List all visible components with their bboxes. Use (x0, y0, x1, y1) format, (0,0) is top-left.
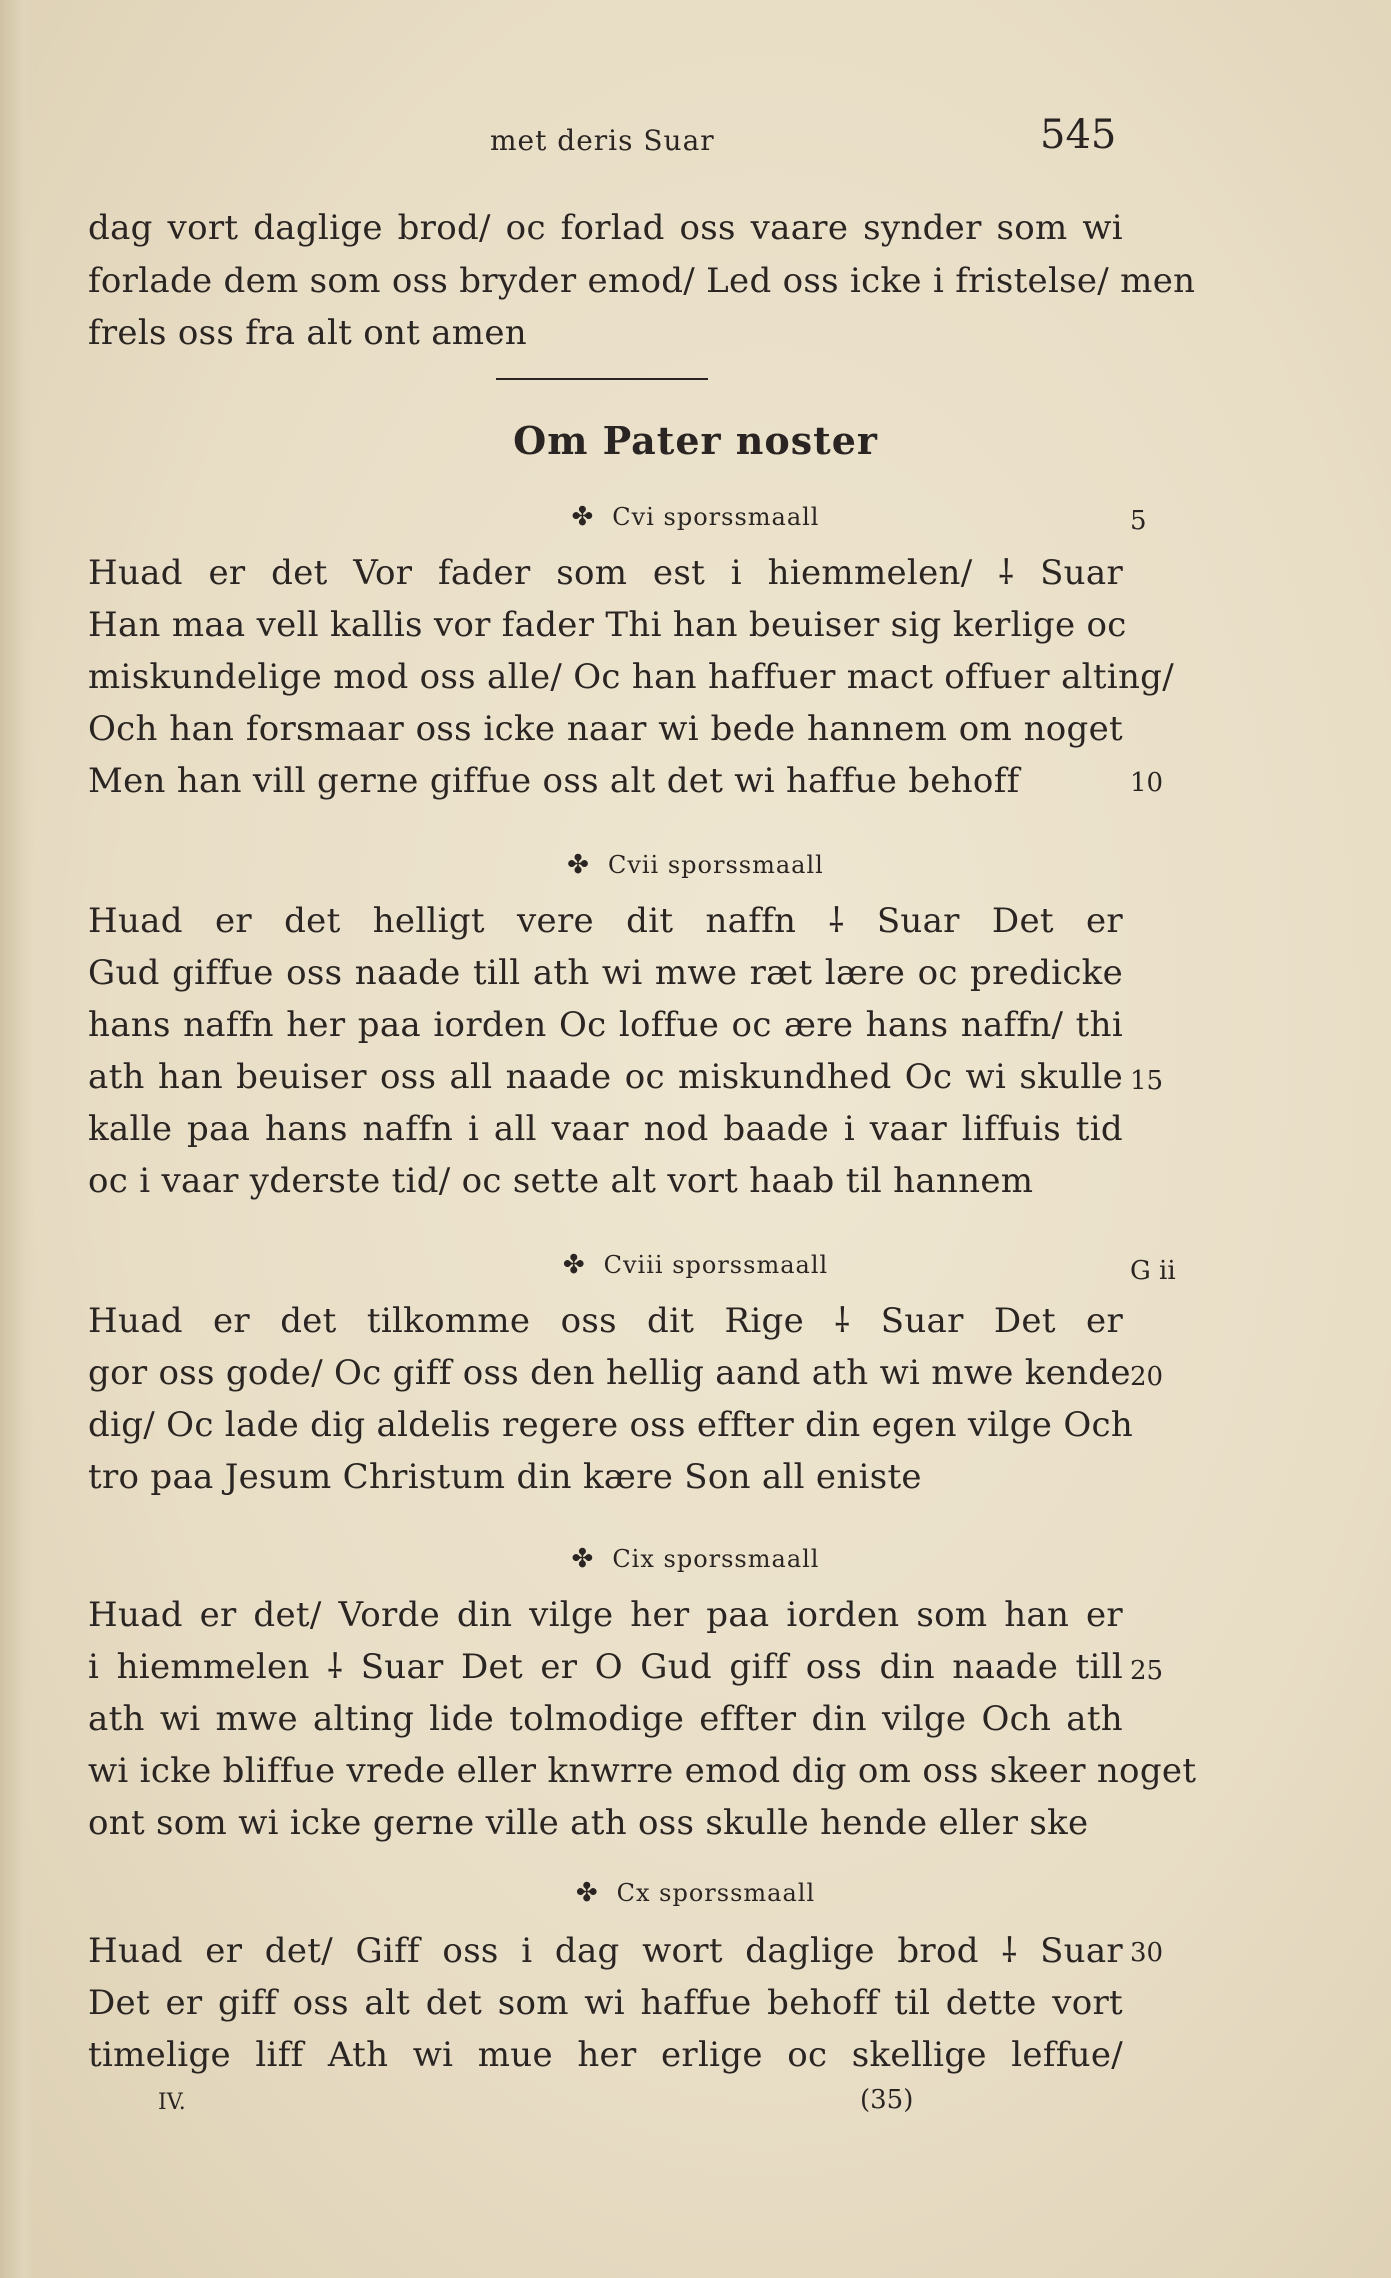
text-line: Huad er det helligt vere dit naffn ⸸ Suar Det er (88, 901, 1123, 941)
text-line: kalle paa hans naffn i all vaar nod baade i vaar liffuis tid (88, 1109, 1123, 1149)
margin-line-number: 30 (1130, 1938, 1164, 1968)
text-line: dig/ Oc lade dig aldelis regere oss effter din egen vilge Och (88, 1405, 1134, 1445)
text-line: Men han vill gerne giffue oss alt det wi haffue behoff (88, 761, 1020, 801)
text-line: Gud giffue oss naade till ath wi mwe ræt lære oc predicke (88, 953, 1123, 993)
text-line: Huad er det/ Giff oss i dag wort daglige brod ⸸ Suar (88, 1931, 1123, 1971)
section-heading: Om Pater noster (513, 418, 878, 463)
text-line: Och han forsmaar oss icke naar wi bede hannem om noget (88, 709, 1123, 749)
text-line: ont som wi icke gerne ville ath oss skulle hende eller ske (88, 1803, 1089, 1843)
fleuron-icon: ✤ (567, 850, 590, 880)
fleuron-icon: ✤ (571, 502, 595, 532)
question-heading-label: Cvii sporssmaall (607, 851, 824, 879)
text-line: oc i vaar yderste tid/ oc sette alt vort haab til hannem (88, 1161, 1034, 1201)
text-line: ath han beuiser oss all naade oc miskundhed Oc wi skulle (88, 1057, 1123, 1097)
text-line: i hiemmelen ⸸ Suar Det er O Gud giff oss din naade till (88, 1647, 1123, 1687)
signature-roman: IV. (158, 2090, 186, 2115)
text-line: frels oss fra alt ont amen (88, 313, 527, 353)
text-line: forlade dem som oss bryder emod/ Led oss icke i fristelse/ men (88, 261, 1196, 301)
question-heading (0, 1544, 1391, 1574)
running-head: met deris Suar (490, 124, 715, 157)
question-heading-label: Cvi sporssmaall (612, 503, 820, 531)
question-heading (0, 1250, 1391, 1280)
text-line: Det er giff oss alt det som wi haffue behoff til dette vort (88, 1983, 1123, 2023)
text-line: Huad er det/ Vorde din vilge her paa iorden som han er (88, 1595, 1123, 1635)
text-line: Huad er det Vor fader som est i hiemmelen/ ⸸ Suar (88, 553, 1123, 593)
margin-line-number: 10 (1130, 768, 1164, 798)
text-line: timelige liff Ath wi mue her erlige oc skellige leffue/ (88, 2035, 1123, 2075)
margin-line-number: 25 (1130, 1656, 1164, 1686)
signature-mark: G ii (1130, 1256, 1176, 1286)
question-heading (0, 1878, 1391, 1908)
question-heading (0, 850, 1391, 880)
margin-line-number: 5 (1130, 506, 1147, 536)
text-line: Han maa vell kallis vor fader Thi han beuiser sig kerlige oc (88, 605, 1127, 645)
text-line: Huad er det tilkomme oss dit Rige ⸸ Suar Det er (88, 1301, 1123, 1341)
question-heading-label: Cix sporssmaall (612, 1545, 820, 1573)
fleuron-icon: ✤ (562, 1250, 586, 1280)
margin-line-number: 20 (1130, 1362, 1164, 1392)
question-heading (0, 502, 1391, 532)
fleuron-icon: ✤ (575, 1878, 599, 1908)
text-line: gor oss gode/ Oc giff oss den hellig aand ath wi mwe kende (88, 1353, 1131, 1393)
question-heading-label: Cviii sporssmaall (603, 1251, 829, 1279)
question-heading-label: Cx sporssmaall (616, 1879, 816, 1907)
page-number: 545 (1040, 112, 1117, 158)
text-line: miskundelige mod oss alle/ Oc han haffuer mact offuer alting/ (88, 657, 1174, 697)
page-spine-shadow (0, 0, 34, 2278)
margin-line-number: 15 (1130, 1066, 1164, 1096)
text-line: dag vort daglige brod/ oc forlad oss vaare synder som wi (88, 208, 1123, 248)
sheet-number: (35) (860, 2085, 914, 2115)
page-header (0, 112, 1391, 162)
text-line: tro paa Jesum Christum din kære Son all eniste (88, 1457, 922, 1497)
text-line: hans naffn her paa iorden Oc loffue oc ære hans naffn/ thi (88, 1005, 1123, 1045)
section-divider (496, 378, 708, 380)
fleuron-icon: ✤ (571, 1544, 595, 1574)
text-line: wi icke bliffue vrede eller knwrre emod dig om oss skeer noget (88, 1751, 1197, 1791)
text-line: ath wi mwe alting lide tolmodige effter din vilge Och ath (88, 1699, 1123, 1739)
